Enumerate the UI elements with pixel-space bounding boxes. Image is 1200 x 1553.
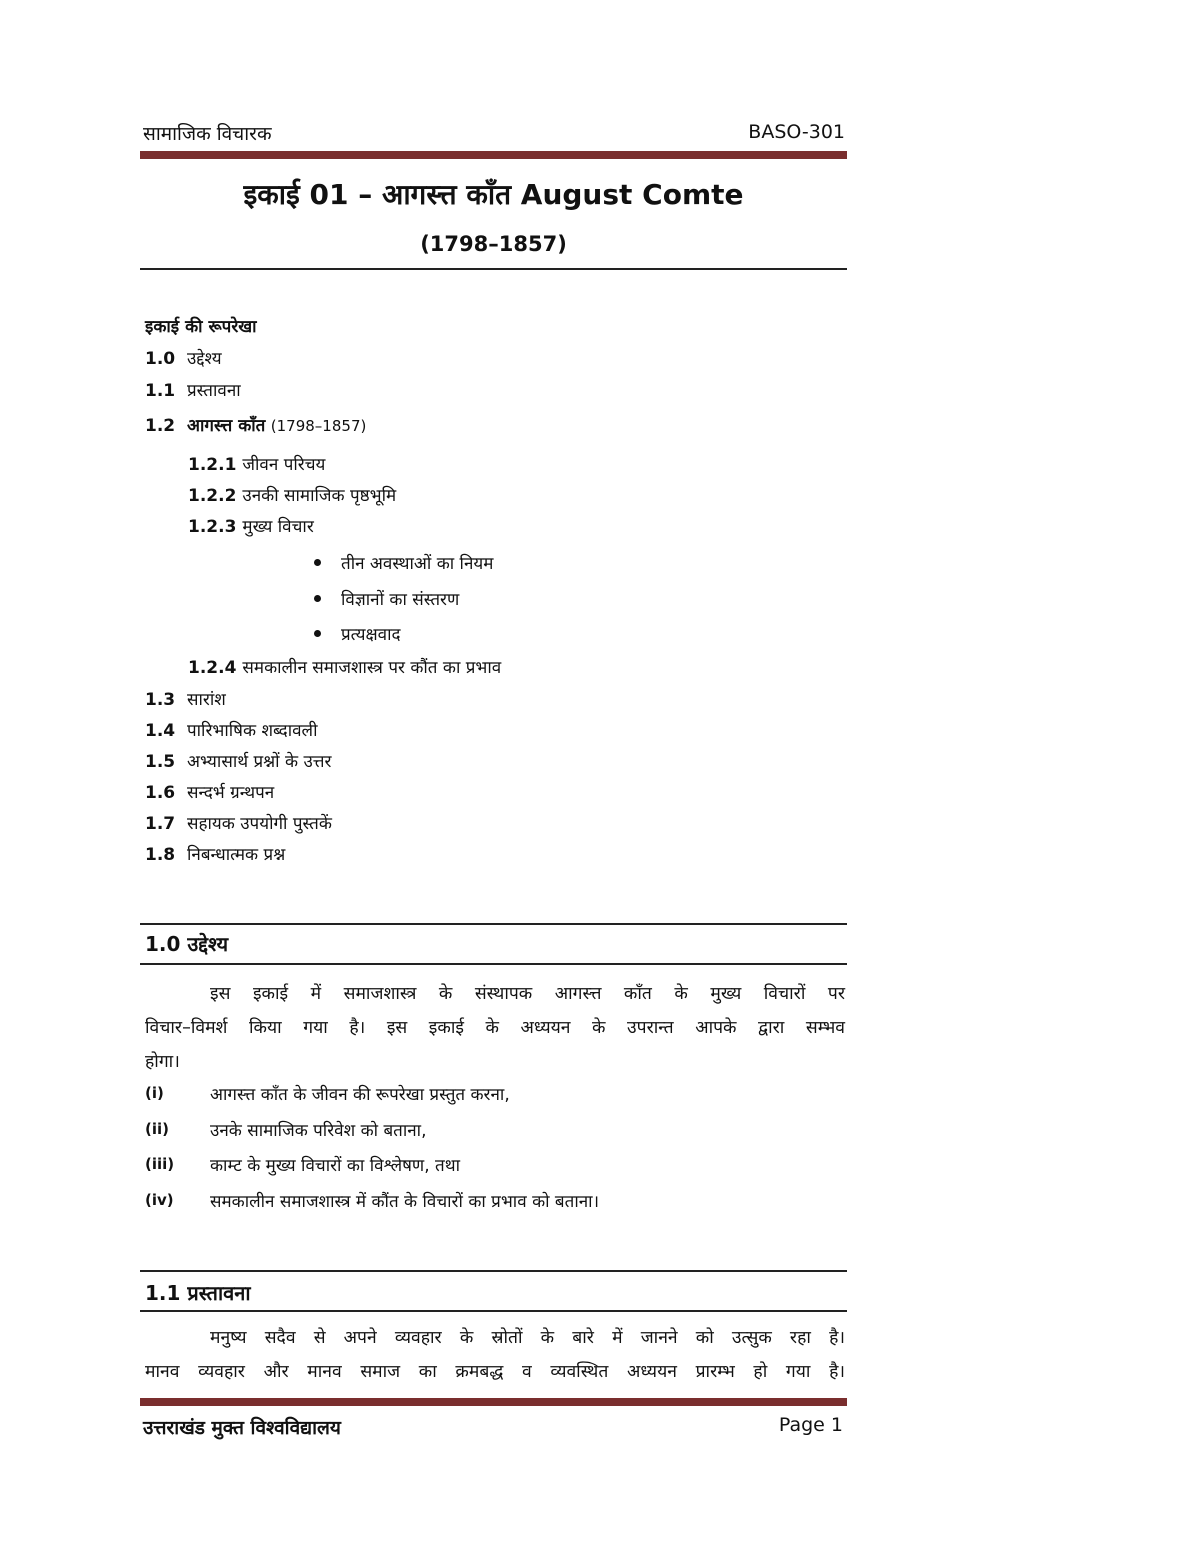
outline-item: 1.6 सन्दर्भ ग्रन्थपन [145,783,275,803]
footer-university: उत्तराखंड मुक्त विश्वविद्यालय [143,1417,341,1439]
outline-item: 1.2.3 मुख्य विचार [188,517,314,537]
section-rule-bottom [140,963,847,965]
outline-bullet-item: तीन अवस्थाओं का नियम [314,551,493,574]
unit-title: इकाई 01 – आगस्त्त कॉंत August Comte [243,178,744,211]
section-rule-top [140,923,847,925]
title-rule [140,268,847,270]
section-rule-top [140,1270,847,1272]
objectives-paragraph: इस इकाई में समाजशास्त्र के संस्थापक आगस्त्त कॉंत के मुख्य विचारों पर विचार–विमर्श किया गया है। इस इकाई के अध्ययन के उपरान्त आपके द्वारा सम्भव होगा। [145,984,845,1072]
introduction-paragraph: मनुष्य सदैव से अपने व्यवहार के स्रोतों के बारे में जानने को उत्सुक रहा है। मानव व्यवहार और मानव समाज का क्रमबद्ध व व्यवस्थित अध्ययन प्रारम्भ हो गया है। [145,1328,845,1382]
objective-item: (iii) काम्ट के मुख्य विचारों का विश्लेषण, तथा [145,1155,460,1176]
outline-item: 1.2.4 समकालीन समाजशास्त्र पर कौंत का प्रभाव [188,658,502,678]
footer-rule [140,1398,847,1406]
objective-item: (iv) समकालीन समाजशास्त्र में कौंत के विचारों का प्रभाव को बताना। [145,1191,600,1212]
outline-item: 1.8 निबन्धात्मक प्रश्न [145,845,286,865]
section-heading-objectives: 1.0 उद्देश्य [145,932,229,956]
outline-item: 1.3 सारांश [145,690,226,710]
unit-years: (1798–1857) [420,232,567,256]
outline-bullet-item: विज्ञानों का संस्तरण [314,587,459,610]
outline-item: 1.0 उद्देश्य [145,349,222,369]
outline-item: 1.4 पारिभाषिक शब्दावली [145,721,318,741]
outline-item: 1.5 अभ्यासार्थ प्रश्नों के उत्तर [145,752,332,772]
running-header-code: BASO-301 [748,121,845,143]
bullet-icon [314,559,321,566]
header-rule [140,151,847,159]
outline-bullet-item: प्रत्यक्षवाद [314,622,401,645]
running-header-title: सामाजिक विचारक [143,123,272,145]
bullet-icon [314,595,321,602]
objective-item: (i) आगस्त्त कॉंत के जीवन की रूपरेखा प्रस्तुत करना, [145,1084,510,1105]
outline-item: 1.1 प्रस्तावना [145,381,241,401]
outline-item: 1.2.1 जीवन परिचय [188,455,326,475]
section-heading-introduction: 1.1 प्रस्तावना [145,1281,251,1305]
outline-item: 1.2 आगस्त्त कॉंत (1798–1857) [145,416,367,436]
bullet-icon [314,630,321,637]
outline-item: 1.2.2 उनकी सामाजिक पृष्ठभूमि [188,486,397,506]
outline-item: 1.7 सहायक उपयोगी पुस्तकें [145,814,332,834]
footer-page-number: Page 1 [778,1414,843,1436]
section-rule-bottom [140,1310,847,1312]
objective-item: (ii) उनके सामाजिक परिवेश को बताना, [145,1120,427,1141]
outline-heading: इकाई की रूपरेखा [145,317,257,337]
